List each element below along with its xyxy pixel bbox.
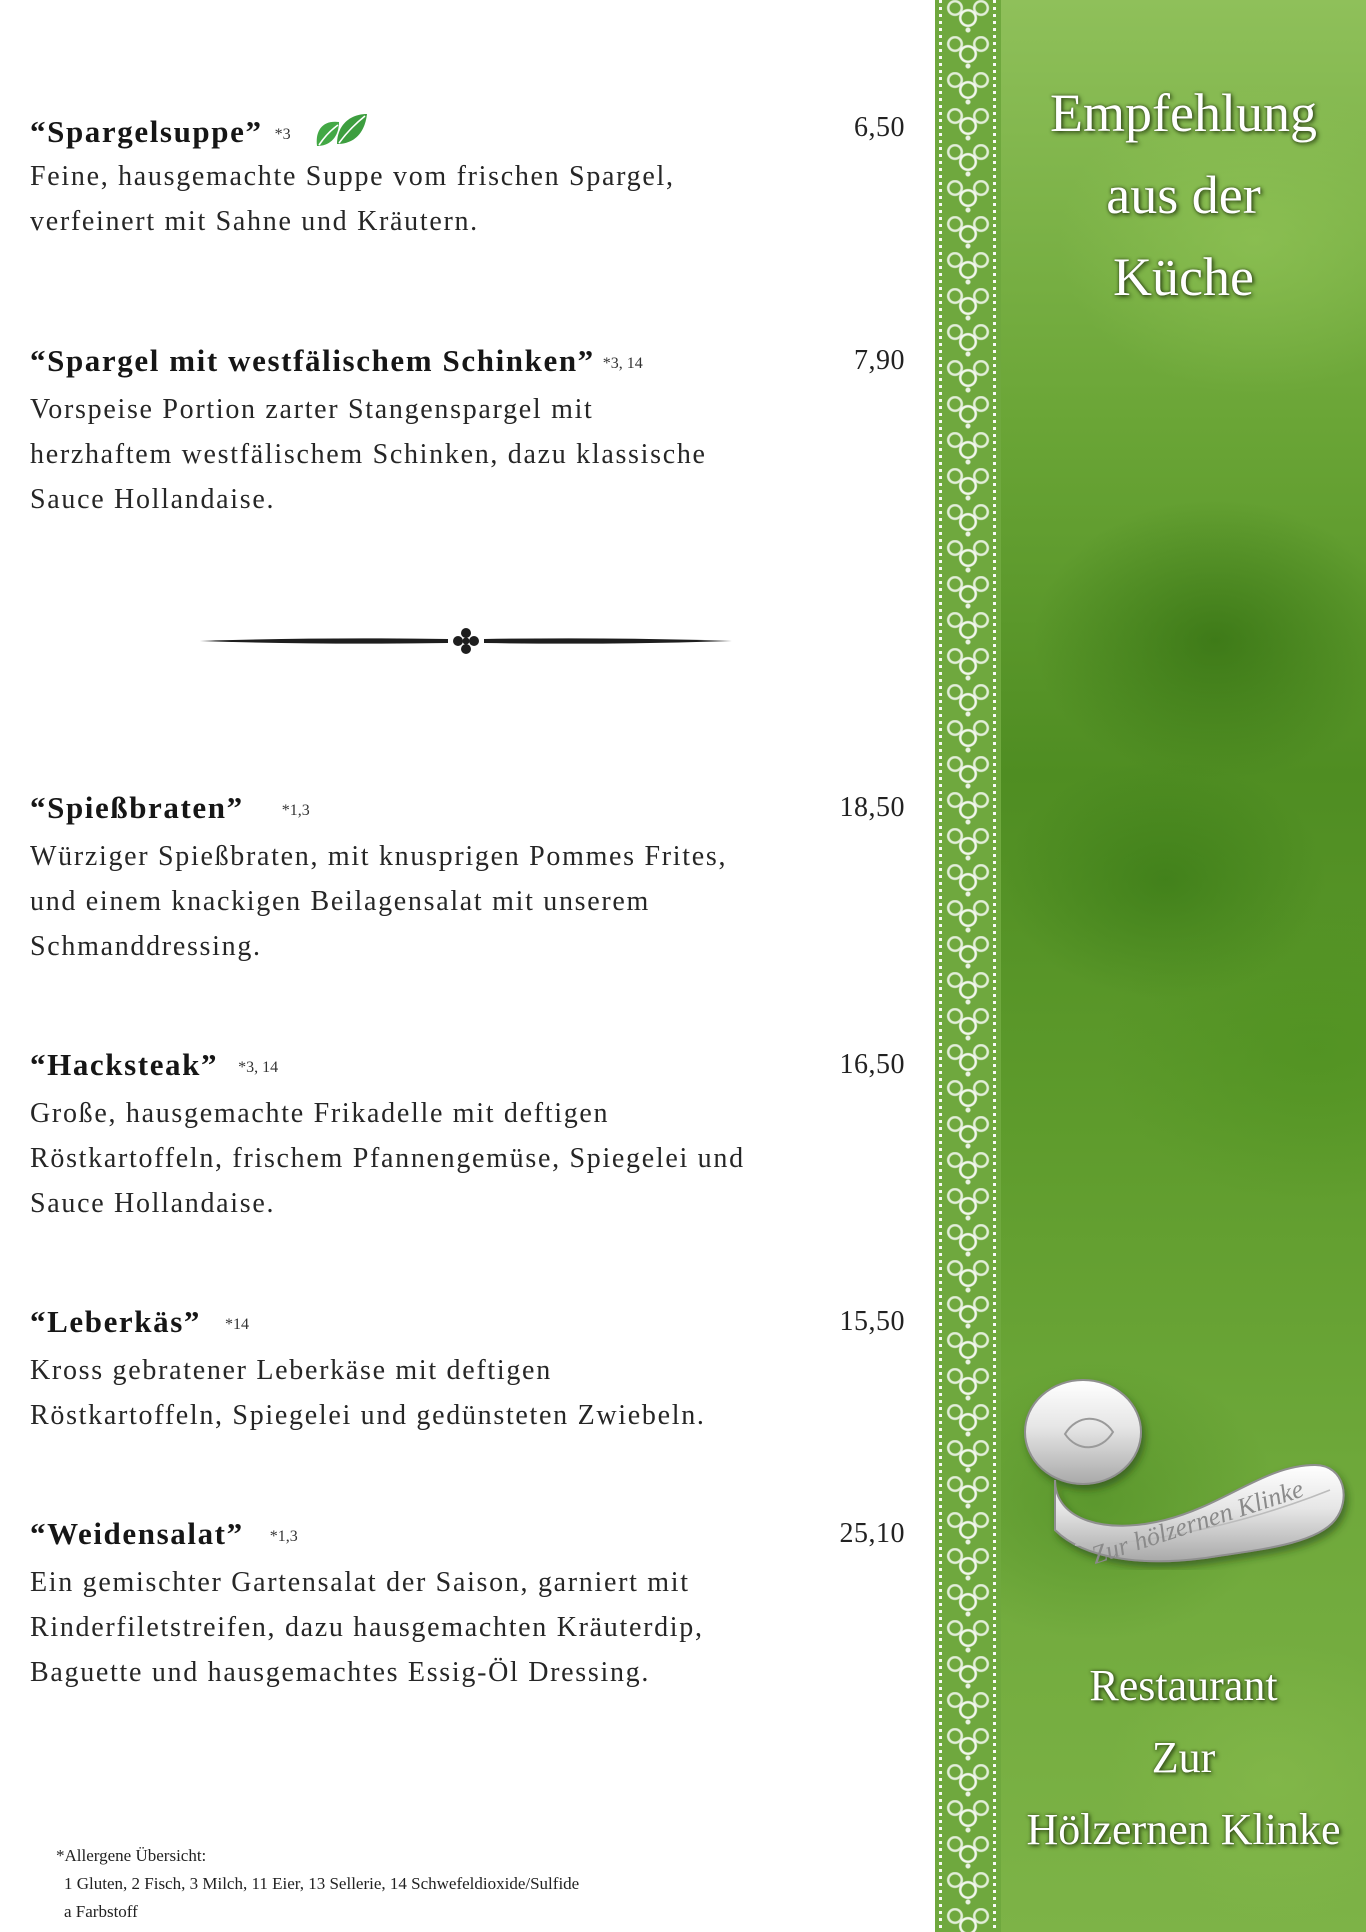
panel-title-line: aus der — [1106, 165, 1261, 225]
allergen-codes: *1,3 — [281, 802, 310, 819]
dish-price: 6,50 — [854, 112, 905, 143]
description-line: Röstkartoffeln, Spiegelei und gedünsteten Zwiebeln. — [30, 1400, 706, 1431]
dish-price: 15,50 — [839, 1306, 905, 1337]
dish-price: 18,50 — [839, 792, 905, 823]
fleuron-divider — [200, 624, 732, 658]
panel-title — [1001, 72, 1366, 318]
footnote-allergen-list: 1 Gluten, 2 Fisch, 3 Milch, 11 Eier, 13 Sellerie, 14 Schwefeldioxide/Sulfide — [64, 1874, 580, 1893]
side-panel — [935, 0, 1366, 1932]
menu-item — [30, 343, 905, 522]
lace-edge-right — [993, 0, 996, 1932]
description-line: Rinderfiletstreifen, dazu hausgemachten Kräuterdip, — [30, 1612, 704, 1643]
lace-edge-left — [939, 0, 942, 1932]
description-line: verfeinert mit Sahne und Kräutern. — [30, 206, 479, 237]
menu-item-header — [30, 110, 905, 154]
menu-item — [30, 1304, 905, 1438]
restaurant-name-line: Restaurant — [1089, 1661, 1278, 1710]
menu-item — [30, 1516, 905, 1695]
description-line: und einem knackigen Beilagensalat mit unserem — [30, 886, 650, 917]
menu-item-header — [30, 1304, 905, 1348]
lace-border — [935, 0, 1001, 1932]
restaurant-name — [1001, 1650, 1366, 1866]
dish-name: “Hacksteak” — [30, 1047, 219, 1082]
restaurant-name-line: Hölzernen Klinke — [1026, 1805, 1341, 1854]
menu-item — [30, 1047, 905, 1226]
dish-description — [30, 1560, 905, 1695]
description-line: Kross gebratener Leberkäse mit deftigen — [30, 1355, 552, 1386]
description-line: Vorspeise Portion zarter Stangenspargel mit — [30, 394, 594, 425]
panel-title-line: Küche — [1113, 247, 1254, 307]
dish-price: 16,50 — [839, 1049, 905, 1080]
leaf-icon — [311, 110, 369, 155]
fleuron-icon — [453, 628, 479, 654]
allergen-codes: *3 — [274, 126, 291, 143]
dish-name: “Leberkäs” — [30, 1304, 201, 1339]
description-line: Große, hausgemachte Frikadelle mit deftigen — [30, 1098, 610, 1129]
menu-item-header — [30, 343, 905, 387]
dish-description — [30, 1348, 905, 1438]
description-line: Röstkartoffeln, frischem Pfannengemüse, Spiegelei und — [30, 1143, 745, 1174]
door-handle-logo-icon — [1015, 1370, 1355, 1570]
dish-description — [30, 387, 905, 522]
description-line: Ein gemischter Gartensalat der Saison, garniert mit — [30, 1567, 690, 1598]
dish-description — [30, 1091, 905, 1226]
menu-item — [30, 790, 905, 969]
menu-item — [30, 110, 905, 244]
description-line: Feine, hausgemachte Suppe vom frischen Spargel, — [30, 161, 675, 192]
menu-item-header — [30, 1516, 905, 1560]
restaurant-name-line: Zur — [1151, 1733, 1216, 1782]
dish-name: “Weidensalat” — [30, 1516, 244, 1551]
allergen-codes: *14 — [225, 1316, 249, 1333]
menu-item-header — [30, 790, 905, 834]
footnote-title: *Allergene Übersicht: — [56, 1846, 207, 1865]
dish-name: “Spargel mit westfälischem Schinken” — [30, 343, 595, 378]
dish-name: “Spießbraten” — [30, 790, 244, 825]
description-line: Schmanddressing. — [30, 931, 262, 962]
dish-price: 7,90 — [854, 345, 905, 376]
menu-item-header — [30, 1047, 905, 1091]
footnote-additives: a Farbstoff — [64, 1902, 138, 1921]
dish-name: “Spargelsuppe” — [30, 114, 263, 149]
allergen-footnote — [56, 1842, 579, 1926]
dish-description — [30, 834, 905, 969]
panel-title-line: Empfehlung — [1050, 83, 1317, 143]
description-line: herzhaftem westfälischem Schinken, dazu klassische — [30, 439, 707, 470]
description-line: Baguette und hausgemachtes Essig-Öl Dressing. — [30, 1657, 651, 1688]
description-line: Sauce Hollandaise. — [30, 1188, 276, 1219]
description-line: Sauce Hollandaise. — [30, 484, 276, 515]
description-line: Würziger Spießbraten, mit knusprigen Pommes Frites, — [30, 841, 728, 872]
allergen-codes: *3, 14 — [238, 1059, 279, 1076]
dish-price: 25,10 — [839, 1518, 905, 1549]
allergen-codes: *3, 14 — [602, 355, 643, 372]
dish-description — [30, 154, 905, 244]
allergen-codes: *1,3 — [269, 1528, 298, 1545]
logo-text: Zur hölzernen Klinke — [1087, 1473, 1307, 1570]
